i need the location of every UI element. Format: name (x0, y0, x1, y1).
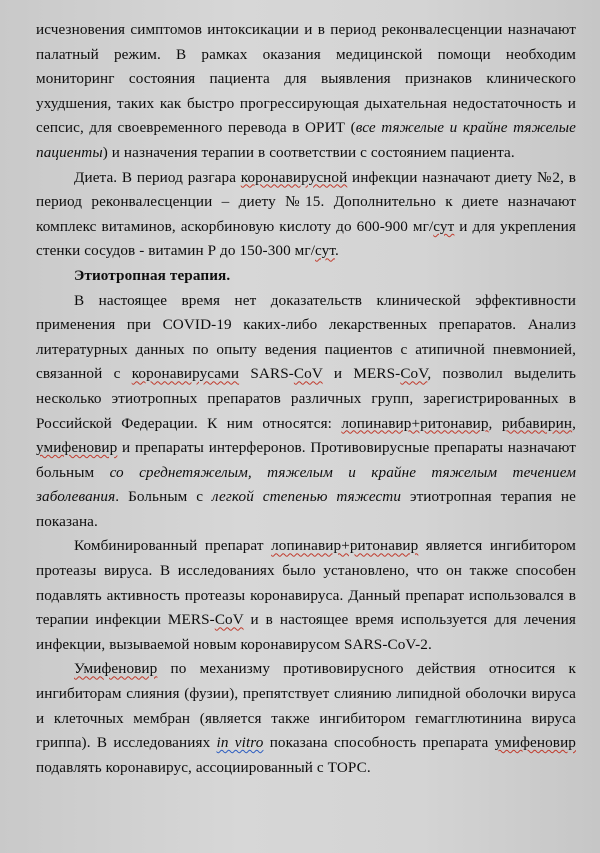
spellcheck-word: CoV (400, 365, 428, 383)
text: подавлять коронавирус, ассоциированный с ТОРС. (36, 758, 371, 776)
section-heading: Этиотропная терапия. (74, 266, 231, 284)
italic-text: легкой степенью тяжести (211, 488, 402, 506)
text: исчезновения симптомов интоксикации и в период реконвалесценции назначают палатный режим. В рамках оказания медицинской помощи необходим мониторинг состояния пациента для выявления признаков клинического ухудшения, таких как быстро прогрессирующая дыхательная недостаточность и сепсис, для своевременного перевода в ОРИТ ( (36, 21, 576, 137)
spellcheck-word: умифеновир (494, 734, 576, 752)
spellcheck-word: коронавирусной (240, 168, 348, 186)
text: SARS- (239, 365, 294, 383)
paragraph-lopinavir (36, 534, 576, 657)
paragraph-regimen (36, 18, 576, 166)
text: по механизму противовирусного действия относится к ингибиторам слияния (фузии), препятствует слиянию липидной оболочки вируса и клеточных мембран (является также ингибитором гемагглютинина вируса гриппа). В исследованиях (36, 660, 576, 752)
spellcheck-word: рибавирин (501, 414, 573, 432)
text: . (334, 242, 339, 260)
text: , позволил выделить несколько этиотропных препаратов различных групп, зарегистрированных в Российской Федерации. К ним относятся: (36, 365, 577, 432)
text: ) и назначения терапии в соответствии с состоянием пациента. (102, 143, 515, 161)
spellcheck-word: Умифеновир (74, 660, 158, 678)
text: является ингибитором протеазы вируса. В исследованиях было установлено, что он также способен подавлять активность протеазы коронавируса. Данный препарат использовался в терапии инфекции MERS- (36, 537, 577, 629)
paragraph-umifenovir (36, 657, 576, 780)
spellcheck-word: лопинавир+ритонавир (341, 414, 489, 432)
spellcheck-word: коронавирусами (131, 365, 240, 383)
spellcheck-word: сут (315, 242, 335, 260)
spellcheck-word: лопинавир+ритонавир (271, 537, 419, 555)
spellcheck-word: сут (433, 217, 455, 235)
italic-text: все тяжелые и крайне тяжелые пациенты (36, 119, 577, 161)
italic-text: in vitro (216, 734, 264, 752)
text: инфекции назначают диету №2, в период реконвалесценции – диету №15. Дополнительно к диете назначают комплекс витаминов, аскорбиновую кислоту до 600-900 мг/ (36, 168, 577, 235)
italic-text: со среднетяжелым, тяжелым и крайне тяжелым течением заболевания (36, 463, 576, 506)
paragraph-etiotropic (36, 289, 576, 535)
paragraph-diet (36, 166, 576, 264)
spellcheck-word: CoV (293, 365, 323, 383)
spellcheck-word: умифеновир (36, 439, 118, 457)
spellcheck-word: CoV (214, 611, 244, 629)
text: и препараты интерферонов. Противовирусные препараты назначают больным (36, 439, 576, 481)
text: показана способность препарата (263, 734, 495, 752)
text: , (488, 414, 502, 432)
text: Комбинированный препарат (74, 537, 272, 555)
text: и в настоящее время используется для лечения инфекции, вызываемой новым коронавирусом SARS-CoV-2. (36, 611, 576, 653)
text: . Больным с (115, 488, 212, 506)
text: и для укрепления стенки сосудов - витамин Р до 150-300 мг/ (36, 217, 576, 260)
text: и MERS- (322, 365, 401, 383)
text: , (572, 414, 576, 432)
text: В настоящее время нет доказательств клинической эффективности применения при COVID-19 каких-либо лекарственных препаратов. Анализ литературных данных по опыту ведения пациентов с атипичной пневмонией, связанной с (36, 291, 576, 383)
text: этиотропная терапия не показана. (36, 488, 576, 530)
text: Диета. В период разгара (74, 168, 241, 186)
